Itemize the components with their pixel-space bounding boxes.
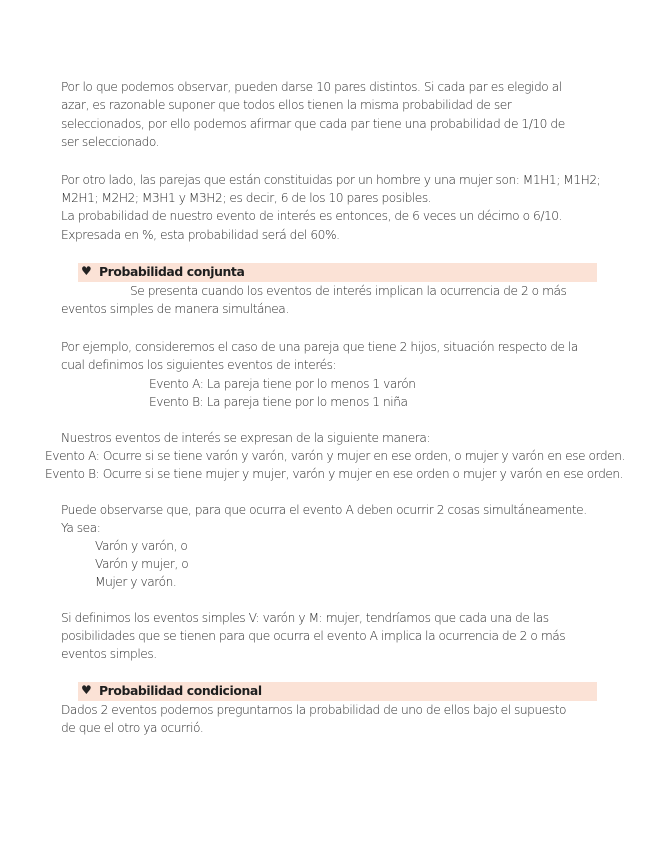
event-a-line: Evento A: La pareja tiene por lo menos 1 varón — [149, 377, 416, 391]
list-item: Mujer y varón. — [95, 575, 177, 589]
list-item: Varón y varón, o — [95, 539, 188, 553]
text-line: Por ejemplo, consideremos el caso de una pareja que tiene 2 hijos, situación respecto de la — [61, 340, 578, 354]
text-line: ser seleccionado. — [61, 135, 160, 149]
text-line: Se presenta cuando los eventos de interés implican la ocurrencia de 2 o más — [130, 284, 567, 298]
text-line: Si definimos los eventos simples V: varón y M: mujer, tendríamos que cada una de las — [61, 611, 549, 625]
text-line: Evento A: Ocurre si se tiene varón y varón, varón y mujer en ese orden, o mujer y varón en ese orden. — [45, 449, 625, 463]
text-line: Evento B: Ocurre si se tiene mujer y mujer, varón y mujer en ese orden o mujer y varón en ese orden. — [45, 467, 624, 481]
text-line: Dados 2 eventos podemos preguntarnos la probabilidad de uno de ellos bajo el supuesto — [61, 703, 567, 717]
text-line: posibilidades que se tienen para que ocurra el evento A implica la ocurrencia de 2 o más — [61, 629, 566, 643]
event-b-line: Evento B: La pareja tiene por lo menos 1 niña — [149, 395, 408, 409]
text-line: seleccionados, por ello podemos afirmar que cada par tiene una probabilidad de 1/10 de — [61, 117, 565, 131]
text-line: Nuestros eventos de interés se expresan de la siguiente manera: — [61, 431, 431, 445]
text-line: Por lo que podemos observar, pueden darse 10 pares distintos. Si cada par es elegido al — [61, 80, 562, 94]
list-item: Varón y mujer, o — [95, 557, 189, 571]
text-line: Ya sea: — [61, 521, 101, 535]
text-line: Puede observarse que, para que ocurra el evento A deben ocurrir 2 cosas simultáneamente. — [61, 503, 587, 517]
text-line: Por otro lado, las parejas que están constituidas por un hombre y una mujer son: M1H1; M1H2; — [61, 173, 601, 187]
heart-bullet-icon: ♥ — [81, 264, 92, 278]
text-line: cual definimos los siguientes eventos de interés: — [61, 358, 337, 372]
text-line: de que el otro ya ocurrió. — [61, 721, 204, 735]
text-line: La probabilidad de nuestro evento de interés es entonces, de 6 veces un décimo o 6/10. — [61, 209, 563, 223]
section-heading: Probabilidad condicional — [99, 683, 262, 698]
heart-bullet-icon: ♥ — [81, 683, 92, 697]
text-line: M2H1; M2H2; M3H1 y M3H2; es decir, 6 de los 10 pares posibles. — [61, 191, 432, 205]
text-line: eventos simples. — [61, 647, 157, 661]
text-line: azar, es razonable suponer que todos ellos tienen la misma probabilidad de ser — [61, 98, 512, 112]
text-line: eventos simples de manera simultánea. — [61, 302, 289, 316]
text-line: Expresada en %, esta probabilidad será del 60%. — [61, 228, 340, 242]
section-heading: Probabilidad conjunta — [99, 264, 245, 279]
